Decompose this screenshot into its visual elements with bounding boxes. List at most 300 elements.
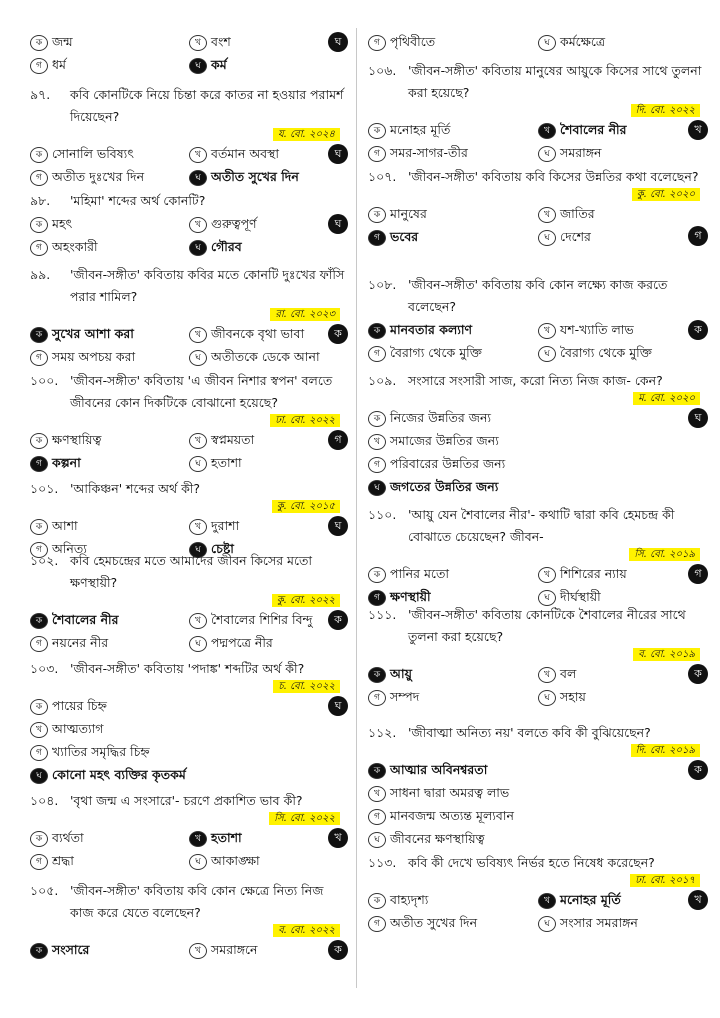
option-item[interactable] bbox=[30, 763, 348, 786]
option-text: জীবনকে বৃথা ভাবা bbox=[211, 326, 305, 341]
option-label: খ bbox=[189, 943, 207, 959]
question-stem: 'জীবন-সঙ্গীত' কবিতায় কবির মতে কোনটি দুঃখের ফাঁসি পরার শামিল? bbox=[70, 267, 345, 304]
option-text: হতাশা bbox=[211, 455, 242, 470]
question-text bbox=[30, 190, 348, 212]
option-label: গ bbox=[368, 590, 386, 606]
option-text: বল bbox=[560, 666, 577, 681]
question-block bbox=[368, 274, 708, 364]
option-label: ঘ bbox=[538, 230, 556, 246]
answer-badge: খ bbox=[688, 890, 708, 910]
option-label: খ bbox=[189, 831, 207, 847]
option-text: দুরাশা bbox=[211, 518, 240, 533]
option-item[interactable] bbox=[30, 235, 189, 258]
option-item[interactable] bbox=[30, 212, 189, 235]
option-text: জন্ম bbox=[52, 34, 73, 49]
question-block bbox=[30, 790, 348, 872]
question-block bbox=[30, 264, 348, 368]
option-label: ক bbox=[30, 35, 48, 51]
option-label: গ bbox=[368, 346, 386, 362]
option-text: গুরুত্বপূর্ণ bbox=[211, 216, 257, 231]
answer-badge: গ bbox=[688, 226, 708, 246]
question-block bbox=[30, 478, 348, 560]
option-item[interactable] bbox=[538, 341, 708, 364]
option-item[interactable] bbox=[189, 608, 348, 631]
option-item[interactable] bbox=[189, 212, 348, 235]
option-label: ঘ bbox=[368, 480, 386, 496]
option-item[interactable] bbox=[368, 888, 538, 911]
option-label: গ bbox=[368, 230, 386, 246]
option-item[interactable] bbox=[368, 662, 538, 685]
option-label: খ bbox=[189, 217, 207, 233]
question-number: ১০০. bbox=[30, 373, 59, 388]
option-text: গৌরব bbox=[211, 239, 242, 254]
board-year-tag: কু. বো. ২০২২ bbox=[272, 594, 340, 607]
answer-badge: ঘ bbox=[328, 144, 348, 164]
option-text: আকাঙ্ক্ষা bbox=[211, 853, 260, 868]
option-text: অতীতকে ডেকে আনা bbox=[211, 349, 320, 364]
option-item[interactable] bbox=[368, 452, 708, 475]
option-text: চেষ্টা bbox=[211, 541, 234, 556]
option-item[interactable] bbox=[368, 118, 538, 141]
option-item[interactable] bbox=[189, 631, 348, 654]
option-label: গ bbox=[30, 58, 48, 74]
option-item[interactable] bbox=[189, 938, 348, 961]
options-list bbox=[368, 562, 708, 608]
board-year-tag: ঢা. বো. ২০২২ bbox=[270, 414, 340, 427]
answer-badge: খ bbox=[688, 120, 708, 140]
option-text: আত্মার অবিনশ্বরতা bbox=[390, 762, 488, 777]
option-item[interactable] bbox=[30, 165, 189, 188]
option-item[interactable] bbox=[538, 30, 708, 53]
option-text: শিশিরের ন্যায় bbox=[560, 566, 627, 581]
option-text: পরিবারের উন্নতির জন্য bbox=[390, 456, 506, 471]
board-year-tag: সি. বো. ২০২২ bbox=[269, 812, 340, 825]
option-item[interactable] bbox=[189, 451, 348, 474]
option-text: অতীত দুঃখের দিন bbox=[52, 169, 145, 184]
option-label: গ bbox=[30, 542, 48, 558]
options-list bbox=[368, 758, 708, 850]
option-label: খ bbox=[538, 893, 556, 909]
option-label: খ bbox=[189, 433, 207, 449]
question-text bbox=[368, 504, 708, 548]
option-label: খ bbox=[189, 147, 207, 163]
option-label: ক bbox=[30, 217, 48, 233]
option-label: ক bbox=[368, 667, 386, 683]
question-text bbox=[368, 370, 708, 392]
option-label: ঘ bbox=[189, 350, 207, 366]
board-year-tag: ব. বো. ২০১৯ bbox=[633, 648, 700, 661]
question-number: ৯৮. bbox=[30, 193, 51, 208]
option-item[interactable] bbox=[368, 475, 708, 498]
option-text: পানির মতো bbox=[390, 566, 449, 581]
option-item[interactable] bbox=[30, 849, 189, 872]
option-item[interactable] bbox=[368, 141, 538, 164]
option-text: পায়ের চিহ্ন bbox=[52, 698, 107, 713]
options-list bbox=[368, 202, 708, 248]
option-item[interactable] bbox=[368, 341, 538, 364]
option-item[interactable] bbox=[368, 429, 708, 452]
option-item[interactable] bbox=[368, 911, 538, 934]
option-text: সমাজের উন্নতির জন্য bbox=[390, 433, 499, 448]
question-text bbox=[368, 604, 708, 648]
options-list bbox=[30, 608, 348, 654]
option-label: ক bbox=[368, 567, 386, 583]
board-year-tag: ব. বো. ২০২২ bbox=[273, 924, 340, 937]
question-block bbox=[30, 550, 348, 654]
option-label: ঘ bbox=[538, 35, 556, 51]
option-text: স্বপ্নময়তা bbox=[211, 432, 255, 447]
option-item[interactable] bbox=[30, 514, 189, 537]
question-number: ১০৪. bbox=[30, 793, 59, 808]
option-label: ঘ bbox=[538, 690, 556, 706]
option-item[interactable] bbox=[538, 202, 708, 225]
question-text bbox=[368, 166, 708, 188]
option-text: শ্রদ্ধা bbox=[52, 853, 74, 868]
option-label: ক bbox=[368, 893, 386, 909]
board-year-tag: ঢা. বো. ২০১৭ bbox=[630, 874, 700, 887]
board-year-tag: চ. বো. ২০২২ bbox=[273, 680, 340, 693]
question-stem: 'জীবন-সঙ্গীত' কবিতায় কবি কোন ক্ষেত্রে নিত্য নিজ কাজ করে যেতে বলেছেন? bbox=[70, 883, 324, 920]
right-column bbox=[362, 0, 712, 1018]
option-label: ক bbox=[30, 699, 48, 715]
question-number: ১০২. bbox=[30, 553, 59, 568]
question-number: ১০৮. bbox=[368, 277, 397, 292]
option-label: ঘ bbox=[189, 58, 207, 74]
option-item[interactable] bbox=[368, 685, 538, 708]
board-year-tag: য. বো. ২০২৪ bbox=[273, 128, 340, 141]
option-label: ক bbox=[368, 411, 386, 427]
option-text: ধর্ম bbox=[52, 57, 66, 72]
option-text: অতীত সুখের দিন bbox=[390, 915, 478, 930]
option-text: আশা bbox=[52, 518, 78, 533]
option-item[interactable] bbox=[189, 826, 348, 849]
answer-badge: খ bbox=[328, 828, 348, 848]
option-label: গ bbox=[368, 457, 386, 473]
option-label: ক bbox=[368, 323, 386, 339]
answer-badge: ঘ bbox=[328, 516, 348, 536]
option-text: হতাশা bbox=[211, 830, 242, 845]
option-text: মানবজন্ম অত্যন্ত মূল্যবান bbox=[390, 808, 514, 823]
answer-badge: ঘ bbox=[328, 32, 348, 52]
option-text: দীর্ঘস্থায়ী bbox=[560, 589, 601, 604]
option-text: সমরাঙ্গন bbox=[560, 145, 602, 160]
option-label: ঘ bbox=[538, 146, 556, 162]
question-block bbox=[368, 30, 708, 53]
option-text: কর্মক্ষেত্রে bbox=[560, 34, 606, 49]
options-list bbox=[368, 888, 708, 934]
question-text bbox=[30, 880, 348, 924]
option-text: সহায় bbox=[560, 689, 586, 704]
question-block bbox=[368, 852, 708, 934]
option-item[interactable] bbox=[368, 804, 708, 827]
option-label: ঘ bbox=[189, 240, 207, 256]
option-item[interactable] bbox=[368, 562, 538, 585]
question-stem: 'জীবন-সঙ্গীত' কবিতায় কবি কিসের উন্নতির কথা বলেছেন? bbox=[408, 169, 699, 184]
option-text: সংসারে bbox=[52, 942, 90, 957]
option-item[interactable] bbox=[30, 322, 189, 345]
question-number: ১০৭. bbox=[368, 169, 397, 184]
question-block bbox=[368, 60, 708, 164]
board-year-tag: ম. বো. ২০২০ bbox=[633, 392, 700, 405]
option-item[interactable] bbox=[30, 938, 189, 961]
question-block bbox=[30, 370, 348, 474]
option-label: খ bbox=[368, 434, 386, 450]
option-item[interactable] bbox=[368, 758, 708, 781]
option-item[interactable] bbox=[538, 888, 708, 911]
question-number: ১০৯. bbox=[368, 373, 397, 388]
option-text: ক্ষণস্থায়িত্ব bbox=[52, 432, 102, 447]
option-label: গ bbox=[368, 146, 386, 162]
option-text: মানবতার কল্যাণ bbox=[390, 322, 473, 337]
option-text: কর্ম bbox=[211, 57, 227, 72]
question-stem: 'জীবন-সঙ্গীত' কবিতায় কবি কোন লক্ষ্যে কাজ করতে বলেছেন? bbox=[408, 277, 668, 314]
options-list bbox=[30, 142, 348, 188]
option-text: সংসার সমরাঙ্গন bbox=[560, 915, 638, 930]
column-divider bbox=[356, 28, 357, 988]
option-text: বর্তমান অবস্থা bbox=[211, 146, 280, 161]
question-stem: 'জীবন-সঙ্গীত' কবিতায় কোনটিকে শৈবালের নীরের সাথে তুলনা করা হয়েছে? bbox=[408, 607, 686, 644]
option-label: গ bbox=[368, 809, 386, 825]
option-label: খ bbox=[538, 323, 556, 339]
question-stem: 'জীবাত্মা অনিত্য নয়' বলতে কবি কী বুঝিয়েছেন? bbox=[408, 725, 651, 740]
option-label: খ bbox=[189, 613, 207, 629]
option-text: জাতির bbox=[560, 206, 595, 221]
answer-badge: ঘ bbox=[328, 214, 348, 234]
question-stem: সংসারে সংসারী সাজ, করো নিত্য নিজ কাজ- কেন? bbox=[408, 373, 663, 388]
question-stem: কবি হেমচন্দ্রের মতে আমাদের জীবন কিসের মতো ক্ষণস্থায়ী? bbox=[70, 553, 313, 590]
options-list bbox=[30, 322, 348, 368]
options-list bbox=[368, 30, 708, 53]
option-label: গ bbox=[368, 35, 386, 51]
option-item[interactable] bbox=[30, 451, 189, 474]
options-list bbox=[30, 212, 348, 258]
question-number: ১১০. bbox=[368, 507, 397, 522]
option-text: অতীত সুখের দিন bbox=[211, 169, 299, 184]
option-label: ঘ bbox=[189, 636, 207, 652]
answer-badge: গ bbox=[688, 564, 708, 584]
question-block bbox=[30, 658, 348, 786]
option-item[interactable] bbox=[189, 165, 348, 188]
option-item[interactable] bbox=[368, 225, 538, 248]
option-item[interactable] bbox=[189, 428, 348, 451]
option-text: সুখের আশা করা bbox=[52, 326, 134, 341]
option-item[interactable] bbox=[538, 318, 708, 341]
option-item[interactable] bbox=[189, 514, 348, 537]
answer-badge: ক bbox=[328, 324, 348, 344]
question-block bbox=[368, 370, 708, 498]
question-number: ১০১. bbox=[30, 481, 59, 496]
option-item[interactable] bbox=[538, 225, 708, 248]
option-item[interactable] bbox=[538, 118, 708, 141]
question-number: ১০৩. bbox=[30, 661, 59, 676]
option-label: গ bbox=[30, 350, 48, 366]
option-item[interactable] bbox=[538, 141, 708, 164]
option-item[interactable] bbox=[30, 428, 189, 451]
question-block bbox=[368, 504, 708, 608]
option-label: গ bbox=[30, 854, 48, 870]
option-label: ক bbox=[30, 831, 48, 847]
option-label: ঘ bbox=[189, 456, 207, 472]
option-item[interactable] bbox=[30, 631, 189, 654]
question-number: ১০৬. bbox=[368, 63, 397, 78]
option-label: ক bbox=[30, 433, 48, 449]
option-text: যশ-খ্যাতি লাভ bbox=[560, 322, 634, 337]
question-block bbox=[368, 604, 708, 708]
option-text: বৈরাগ্য থেকে মুক্তি bbox=[390, 345, 482, 360]
option-item[interactable] bbox=[189, 142, 348, 165]
option-item[interactable] bbox=[30, 694, 348, 717]
option-text: নয়নের নীর bbox=[52, 635, 109, 650]
board-year-tag: কু. বো. ২০২০ bbox=[632, 188, 700, 201]
board-year-tag: দি. বো. ২০২২ bbox=[631, 104, 700, 117]
option-item[interactable] bbox=[30, 717, 348, 740]
question-stem: কবি কী দেখে ভবিষ্যৎ নির্ভর হতে নিষেধ করেছেন? bbox=[408, 855, 655, 870]
option-label: গ bbox=[30, 636, 48, 652]
option-text: বাহ্যদৃশ্য bbox=[390, 892, 429, 907]
option-item[interactable] bbox=[189, 322, 348, 345]
option-item[interactable] bbox=[538, 685, 708, 708]
board-year-tag: সি. বো. ২০১৯ bbox=[629, 548, 700, 561]
question-text bbox=[30, 264, 348, 308]
option-label: ক bbox=[30, 943, 48, 959]
option-item[interactable] bbox=[189, 53, 348, 76]
option-text: পৃথিবীতে bbox=[390, 34, 436, 49]
question-stem: 'জীবন-সঙ্গীত' কবিতায় মানুষের আয়ুকে কিসের সাথে তুলনা করা হয়েছে? bbox=[408, 63, 702, 100]
option-label: গ bbox=[30, 170, 48, 186]
question-stem: 'আয়ু যেন শৈবালের নীর'- কথাটি দ্বারা কবি হেমচন্দ্র কী বোঝাতে চেয়েছেন? জীবন- bbox=[408, 507, 675, 544]
option-text: ব্যর্থতা bbox=[52, 830, 84, 845]
option-item[interactable] bbox=[189, 30, 348, 53]
option-text: শৈবালের নীর bbox=[560, 122, 627, 137]
answer-badge: ক bbox=[688, 760, 708, 780]
question-stem: 'জীবন-সঙ্গীত' কবিতায় 'পদাঙ্ক' শব্দটির অর্থ কী? bbox=[70, 661, 305, 676]
question-number: ১০৫. bbox=[30, 883, 59, 898]
option-item[interactable] bbox=[189, 849, 348, 872]
board-year-tag: কু. বো. ২০১৫ bbox=[272, 500, 340, 513]
option-item[interactable] bbox=[30, 608, 189, 631]
option-text: শৈবালের নীর bbox=[52, 612, 119, 627]
option-label: খ bbox=[368, 786, 386, 802]
option-text: সমরাঙ্গনে bbox=[211, 942, 258, 957]
option-label: খ bbox=[538, 207, 556, 223]
option-text: বৈরাগ্য থেকে মুক্তি bbox=[560, 345, 652, 360]
option-text: মানুষের bbox=[390, 206, 427, 221]
option-item[interactable] bbox=[189, 345, 348, 368]
option-item[interactable] bbox=[368, 202, 538, 225]
question-block bbox=[368, 722, 708, 850]
options-list bbox=[30, 826, 348, 872]
option-item[interactable] bbox=[30, 53, 189, 76]
question-text bbox=[30, 790, 348, 812]
option-text: পদ্মপত্রে নীর bbox=[211, 635, 273, 650]
options-list bbox=[30, 30, 348, 76]
option-label: খ bbox=[189, 327, 207, 343]
option-item[interactable] bbox=[30, 826, 189, 849]
option-label: ক bbox=[368, 763, 386, 779]
question-stem: কবি কোনটিকে নিয়ে চিন্তা করে কাতর না হওয়ার পরামর্শ দিয়েছেন? bbox=[70, 87, 344, 124]
option-text: আত্মত্যাগ bbox=[52, 721, 104, 736]
options-list bbox=[368, 406, 708, 498]
option-item[interactable] bbox=[30, 345, 189, 368]
question-block bbox=[30, 30, 348, 76]
option-label: খ bbox=[30, 722, 48, 738]
option-text: সোনালি ভবিষ্যৎ bbox=[52, 146, 134, 161]
option-label: ঘ bbox=[538, 346, 556, 362]
question-stem: 'মহিমা' শব্দের অর্থ কোনটি? bbox=[70, 193, 206, 208]
option-text: অনিত্য bbox=[52, 541, 87, 556]
option-text: আয়ু bbox=[390, 666, 412, 681]
option-item[interactable] bbox=[30, 142, 189, 165]
option-label: খ bbox=[189, 519, 207, 535]
answer-badge: ঘ bbox=[688, 408, 708, 428]
option-text: ক্ষণস্থায়ী bbox=[390, 589, 431, 604]
option-item[interactable] bbox=[368, 406, 708, 429]
options-list bbox=[368, 118, 708, 164]
option-text: অহংকারী bbox=[52, 239, 98, 254]
option-text: শৈবালের শিশির বিন্দু bbox=[211, 612, 313, 627]
question-text bbox=[30, 658, 348, 680]
question-block bbox=[30, 880, 348, 961]
question-number: ১১২. bbox=[368, 725, 397, 740]
option-text: কোনো মহৎ ব্যক্তির কৃতকর্ম bbox=[52, 767, 186, 782]
option-label: ঘ bbox=[538, 590, 556, 606]
option-text: সমর-সাগর-তীর bbox=[390, 145, 468, 160]
option-label: খ bbox=[189, 35, 207, 51]
option-item[interactable] bbox=[538, 562, 708, 585]
answer-badge: ক bbox=[328, 610, 348, 630]
option-item[interactable] bbox=[368, 827, 708, 850]
answer-badge: গ bbox=[328, 430, 348, 450]
option-item[interactable] bbox=[538, 911, 708, 934]
option-item[interactable] bbox=[368, 781, 708, 804]
option-text: মনোহর মূর্তি bbox=[390, 122, 451, 137]
option-item[interactable] bbox=[368, 30, 538, 53]
option-text: কল্পনা bbox=[52, 455, 81, 470]
option-text: নিজের উন্নতির জন্য bbox=[390, 410, 492, 425]
option-label: ঘ bbox=[189, 542, 207, 558]
question-text bbox=[368, 60, 708, 104]
options-list bbox=[30, 938, 348, 961]
question-text bbox=[368, 274, 708, 318]
answer-badge: ক bbox=[688, 664, 708, 684]
option-text: জীবনের ক্ষণস্থায়িত্ব bbox=[390, 831, 485, 846]
option-label: গ bbox=[368, 690, 386, 706]
option-item[interactable] bbox=[30, 30, 189, 53]
option-label: ঘ bbox=[368, 832, 386, 848]
question-number: ১১১. bbox=[368, 607, 397, 622]
question-number: ১১৩. bbox=[368, 855, 397, 870]
answer-badge: ক bbox=[688, 320, 708, 340]
option-item[interactable] bbox=[30, 740, 348, 763]
question-stem: 'বৃথা জন্ম এ সংসারে'- চরণে প্রকাশিত ভাব কী? bbox=[70, 793, 303, 808]
question-text bbox=[368, 722, 708, 744]
option-text: দেশের bbox=[560, 229, 591, 244]
option-label: ক bbox=[30, 519, 48, 535]
option-text: সাধনা দ্বারা অমরত্ব লাভ bbox=[390, 785, 510, 800]
option-text: খ্যাতির সমৃদ্ধির চিহ্ন bbox=[52, 744, 150, 759]
option-label: ক bbox=[30, 327, 48, 343]
question-stem: 'আকিঞ্চন' শব্দের অর্থ কী? bbox=[70, 481, 201, 496]
question-text bbox=[368, 852, 708, 874]
option-item[interactable] bbox=[538, 662, 708, 685]
option-text: সময় অপচয় করা bbox=[52, 349, 136, 364]
option-label: ঘ bbox=[30, 768, 48, 784]
option-item[interactable] bbox=[368, 318, 538, 341]
option-label: ক bbox=[30, 613, 48, 629]
option-text: মহৎ bbox=[52, 216, 73, 231]
option-text: সম্পদ bbox=[390, 689, 420, 704]
option-item[interactable] bbox=[189, 235, 348, 258]
